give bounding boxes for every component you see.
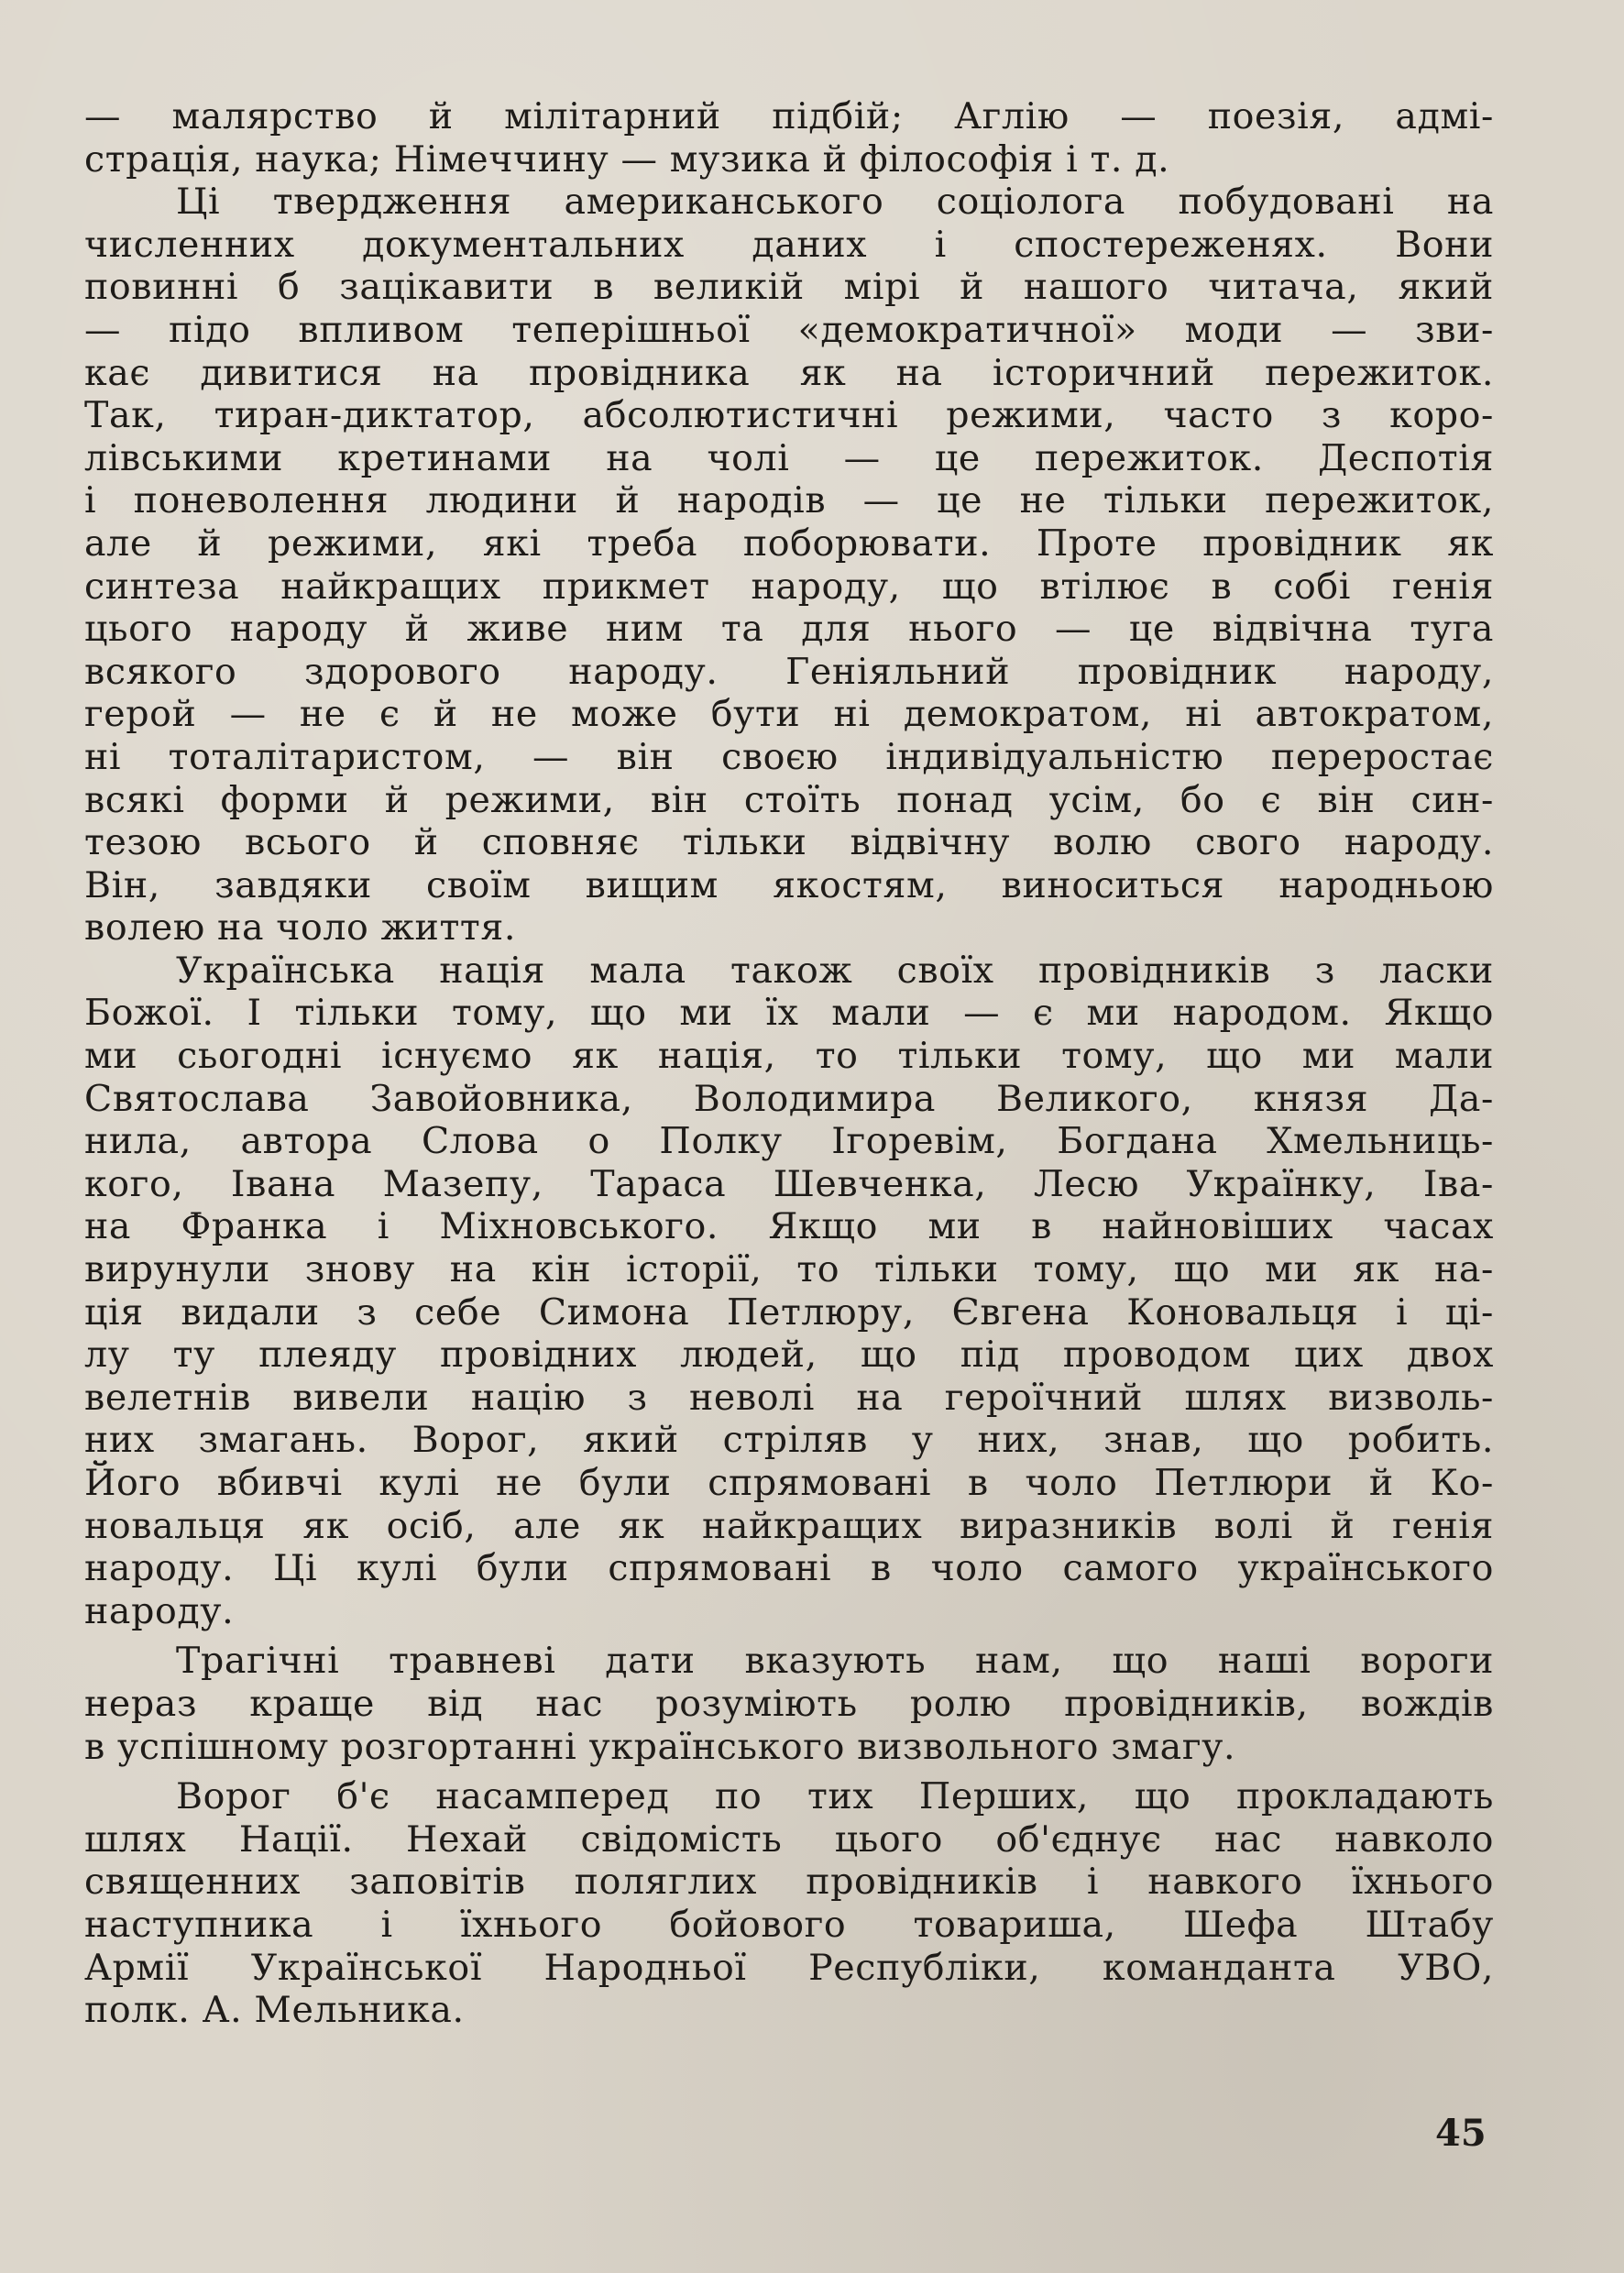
text-line: Божої. І тільки тому, що ми їх мали — є ми народом. Якщо	[84, 992, 1494, 1035]
text-line: Так, тиран-диктатор, абсолютистичні режими, часто з коро-	[84, 394, 1494, 437]
paragraph-gap	[84, 1632, 1494, 1640]
text-line: герой — не є й не може бути ні демократом, ні автократом,	[84, 693, 1494, 736]
paragraph	[84, 181, 1494, 950]
text-line: народу.	[84, 1589, 235, 1632]
text-line: велетнів вивели націю з неволі на героїчний шлях визволь-	[84, 1376, 1494, 1419]
text-line: Святослава Завойовника, Володимира Великого, князя Да-	[84, 1077, 1494, 1120]
text-line: нила, автора Слова о Полку Ігоревім, Богдана Хмельниць-	[84, 1120, 1494, 1163]
text-line: лівськими кретинами на чолі — це пережиток. Деспотія	[84, 436, 1494, 479]
page-number: 45	[1435, 2112, 1487, 2155]
text-line: волею на чоло життя.	[84, 906, 517, 950]
text-line: синтеза найкращих прикмет народу, що втілює в собі генія	[84, 565, 1494, 608]
text-line: полк. А. Мельника.	[84, 1989, 465, 2032]
text-line: всякі форми й режими, він стоїть понад усім, бо є він син-	[84, 778, 1494, 821]
text-line: Армії Української Народньої Республіки, команданта УВО,	[84, 1946, 1494, 1989]
text-line: численних документальних даних і спостереженях. Вони	[84, 223, 1494, 266]
text-line: кого, Івана Мазепу, Тараса Шевченка, Лесю Українку, Іва-	[84, 1162, 1494, 1205]
text-line: Його вбивчі кулі не були спрямовані в чоло Петлюри й Ко-	[84, 1462, 1494, 1504]
text-line: в успішному розгортанні українського визвольного змагу.	[84, 1725, 1236, 1768]
paragraph	[84, 95, 1494, 181]
text-line: страція, наука; Німеччину — музика й філософія і т. д.	[84, 137, 1170, 181]
text-line: новальця як осіб, але як найкращих виразників волі й генія	[84, 1504, 1494, 1547]
text-line: кає дивитися на провідника як на історичний пережиток.	[84, 351, 1494, 394]
text-line: шлях Нації. Нехай свідомість цього об'єднує нас навколо	[84, 1817, 1494, 1861]
text-line: — малярство й мілітарний підбій; Аглію — поезія, адмі-	[84, 95, 1494, 137]
text-line: наступника і їхнього бойового товариша, Шефа Штабу	[84, 1903, 1494, 1946]
text-line: — підо впливом теперішньої «демократичної» моди — зви-	[84, 308, 1494, 351]
text-line: тезою всього й сповняє тільки відвічну волю свого народу.	[84, 821, 1494, 864]
paragraph	[84, 1640, 1494, 1768]
paragraph-gap	[84, 1768, 1494, 1775]
text-line: ні тоталітаристом, — він своєю індивідуальністю переростає	[84, 735, 1494, 778]
text-line: лу ту плеяду провідних людей, що під проводом цих двох	[84, 1334, 1494, 1377]
paragraph	[84, 950, 1494, 1633]
text-line: Українська нація мала також своїх провідників з ласки	[176, 949, 1494, 992]
text-line: вирунули знову на кін історії, то тільки тому, що ми як на-	[84, 1248, 1494, 1291]
text-line: нераз краще від нас розуміють ролю провідників, вождів	[84, 1682, 1494, 1725]
text-line: але й режими, які треба поборювати. Проте провідник як	[84, 522, 1494, 565]
text-line: всякого здорового народу. Геніяльний провідник народу,	[84, 650, 1494, 693]
text-line: і поневолення людини й народів — це не тільки пережиток,	[84, 479, 1494, 522]
paragraph	[84, 1775, 1494, 2032]
text-line: священних заповітів поляглих провідників і навкого їхнього	[84, 1861, 1494, 1904]
text-line: них змагань. Ворог, який стріляв у них, знав, що робить.	[84, 1419, 1494, 1462]
text-line: народу. Ці кулі були спрямовані в чоло самого українського	[84, 1547, 1494, 1590]
text-line: Ворог б'є насамперед по тих Перших, що прокладають	[176, 1775, 1494, 1818]
text-line: Ці твердження американського соціолога побудовані на	[176, 181, 1494, 224]
text-line: ми сьогодні існуємо як нація, то тільки тому, що ми мали	[84, 1035, 1494, 1078]
body-text	[84, 95, 1494, 2032]
text-line: Він, завдяки своїм вищим якостям, виноситься народньою	[84, 863, 1494, 906]
text-line: цього народу й живе ним та для нього — це відвічна туга	[84, 608, 1494, 651]
text-line: повинні б зацікавити в великій мірі й нашого читача, який	[84, 266, 1494, 309]
text-line: ція видали з себе Симона Петлюру, Євгена Коновальця і ці-	[84, 1290, 1494, 1334]
text-line: на Франка і Міхновського. Якщо ми в найновіших часах	[84, 1205, 1494, 1248]
text-line: Трагічні травневі дати вказують нам, що наші вороги	[176, 1640, 1494, 1683]
